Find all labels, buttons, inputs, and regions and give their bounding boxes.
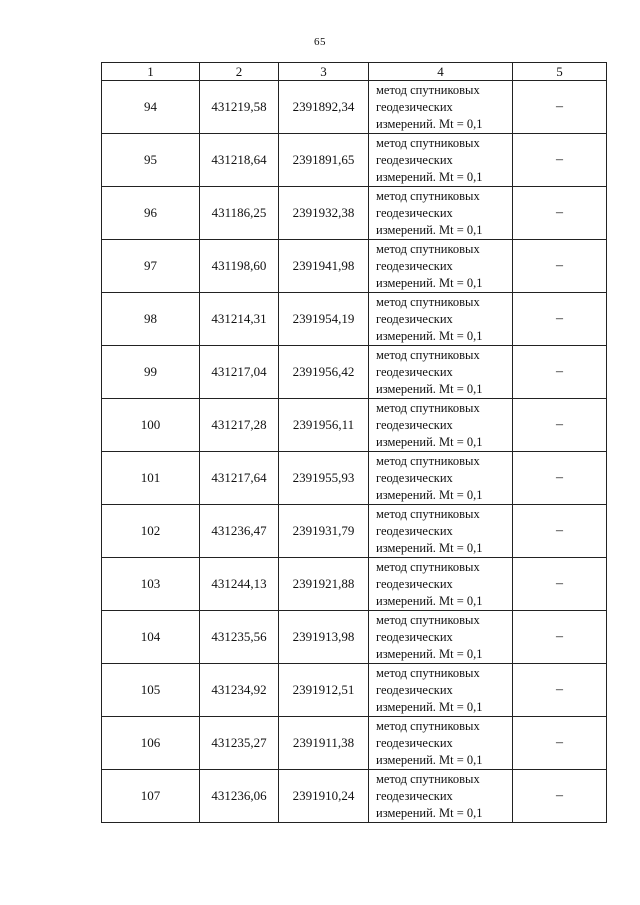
method-cell xyxy=(369,611,513,664)
method-text-line: измерений. Mt = 0,1 xyxy=(376,275,483,290)
method-text-line: измерений. Mt = 0,1 xyxy=(376,169,483,184)
point-number-cell: 104 xyxy=(102,611,200,664)
table-row xyxy=(102,664,607,717)
table-row xyxy=(102,346,607,399)
column-header-4: 4 xyxy=(369,63,513,81)
y-coordinate-cell: 2391931,79 xyxy=(279,505,369,558)
table-body xyxy=(102,81,607,823)
column-5-cell: – xyxy=(513,134,607,187)
column-5-cell: – xyxy=(513,452,607,505)
method-text-line: метод спутниковых xyxy=(376,453,480,468)
y-coordinate-cell: 2391891,65 xyxy=(279,134,369,187)
column-5-cell: – xyxy=(513,505,607,558)
method-text-line: геодезических xyxy=(376,311,453,326)
column-5-cell: – xyxy=(513,717,607,770)
method-text-line: метод спутниковых xyxy=(376,135,480,150)
method-text-line: измерений. Mt = 0,1 xyxy=(376,116,483,131)
x-coordinate-cell: 431218,64 xyxy=(200,134,279,187)
method-cell xyxy=(369,346,513,399)
method-text-line: метод спутниковых xyxy=(376,347,480,362)
column-header-3: 3 xyxy=(279,63,369,81)
method-cell xyxy=(369,293,513,346)
point-number-cell: 98 xyxy=(102,293,200,346)
table-row xyxy=(102,399,607,452)
method-text-line: метод спутниковых xyxy=(376,559,480,574)
table-row xyxy=(102,611,607,664)
column-5-cell: – xyxy=(513,240,607,293)
point-number-cell: 94 xyxy=(102,81,200,134)
point-number-cell: 107 xyxy=(102,770,200,823)
method-text-line: геодезических xyxy=(376,523,453,538)
page-number: 65 xyxy=(314,36,326,48)
method-text-line: измерений. Mt = 0,1 xyxy=(376,646,483,661)
method-text-line: метод спутниковых xyxy=(376,506,480,521)
y-coordinate-cell: 2391956,42 xyxy=(279,346,369,399)
method-cell xyxy=(369,187,513,240)
table-row xyxy=(102,293,607,346)
method-text-line: геодезических xyxy=(376,629,453,644)
y-coordinate-cell: 2391956,11 xyxy=(279,399,369,452)
y-coordinate-cell: 2391955,93 xyxy=(279,452,369,505)
point-number-cell: 97 xyxy=(102,240,200,293)
point-number-cell: 102 xyxy=(102,505,200,558)
column-5-cell: – xyxy=(513,293,607,346)
method-text-line: измерений. Mt = 0,1 xyxy=(376,540,483,555)
method-cell xyxy=(369,770,513,823)
column-5-cell: – xyxy=(513,611,607,664)
x-coordinate-cell: 431186,25 xyxy=(200,187,279,240)
point-number-cell: 106 xyxy=(102,717,200,770)
method-text-line: геодезических xyxy=(376,152,453,167)
column-5-cell: – xyxy=(513,346,607,399)
method-text-line: метод спутниковых xyxy=(376,718,480,733)
point-number-cell: 99 xyxy=(102,346,200,399)
x-coordinate-cell: 431235,56 xyxy=(200,611,279,664)
method-text-line: измерений. Mt = 0,1 xyxy=(376,381,483,396)
x-coordinate-cell: 431217,04 xyxy=(200,346,279,399)
method-text-line: измерений. Mt = 0,1 xyxy=(376,222,483,237)
method-cell xyxy=(369,399,513,452)
method-cell xyxy=(369,505,513,558)
y-coordinate-cell: 2391892,34 xyxy=(279,81,369,134)
point-number-cell: 103 xyxy=(102,558,200,611)
method-text-line: геодезических xyxy=(376,576,453,591)
method-cell xyxy=(369,81,513,134)
method-text-line: метод спутниковых xyxy=(376,771,480,786)
y-coordinate-cell: 2391910,24 xyxy=(279,770,369,823)
method-text-line: измерений. Mt = 0,1 xyxy=(376,699,483,714)
method-text-line: геодезических xyxy=(376,364,453,379)
point-number-cell: 105 xyxy=(102,664,200,717)
x-coordinate-cell: 431235,27 xyxy=(200,717,279,770)
y-coordinate-cell: 2391921,88 xyxy=(279,558,369,611)
y-coordinate-cell: 2391913,98 xyxy=(279,611,369,664)
table-row xyxy=(102,134,607,187)
method-text-line: измерений. Mt = 0,1 xyxy=(376,593,483,608)
column-5-cell: – xyxy=(513,558,607,611)
x-coordinate-cell: 431214,31 xyxy=(200,293,279,346)
method-text-line: метод спутниковых xyxy=(376,400,480,415)
x-coordinate-cell: 431236,47 xyxy=(200,505,279,558)
method-text-line: геодезических xyxy=(376,735,453,750)
method-cell xyxy=(369,452,513,505)
x-coordinate-cell: 431236,06 xyxy=(200,770,279,823)
column-5-cell: – xyxy=(513,81,607,134)
method-text-line: измерений. Mt = 0,1 xyxy=(376,805,483,820)
x-coordinate-cell: 431244,13 xyxy=(200,558,279,611)
x-coordinate-cell: 431219,58 xyxy=(200,81,279,134)
table-header-row xyxy=(102,63,607,81)
method-text-line: геодезических xyxy=(376,682,453,697)
x-coordinate-cell: 431198,60 xyxy=(200,240,279,293)
point-number-cell: 95 xyxy=(102,134,200,187)
method-text-line: метод спутниковых xyxy=(376,82,480,97)
method-cell xyxy=(369,558,513,611)
method-cell xyxy=(369,240,513,293)
column-header-1: 1 xyxy=(102,63,200,81)
coordinates-table xyxy=(101,62,607,823)
point-number-cell: 96 xyxy=(102,187,200,240)
method-text-line: метод спутниковых xyxy=(376,665,480,680)
method-text-line: измерений. Mt = 0,1 xyxy=(376,487,483,502)
y-coordinate-cell: 2391911,38 xyxy=(279,717,369,770)
table-row xyxy=(102,717,607,770)
method-text-line: измерений. Mt = 0,1 xyxy=(376,752,483,767)
method-text-line: геодезических xyxy=(376,205,453,220)
method-cell xyxy=(369,134,513,187)
method-text-line: измерений. Mt = 0,1 xyxy=(376,328,483,343)
method-cell xyxy=(369,717,513,770)
y-coordinate-cell: 2391912,51 xyxy=(279,664,369,717)
table-row xyxy=(102,81,607,134)
x-coordinate-cell: 431217,28 xyxy=(200,399,279,452)
column-5-cell: – xyxy=(513,399,607,452)
table-row xyxy=(102,770,607,823)
method-text-line: измерений. Mt = 0,1 xyxy=(376,434,483,449)
y-coordinate-cell: 2391932,38 xyxy=(279,187,369,240)
table-row xyxy=(102,452,607,505)
point-number-cell: 101 xyxy=(102,452,200,505)
x-coordinate-cell: 431234,92 xyxy=(200,664,279,717)
y-coordinate-cell: 2391954,19 xyxy=(279,293,369,346)
column-5-cell: – xyxy=(513,664,607,717)
method-text-line: метод спутниковых xyxy=(376,294,480,309)
method-cell xyxy=(369,664,513,717)
method-text-line: геодезических xyxy=(376,470,453,485)
point-number-cell: 100 xyxy=(102,399,200,452)
method-text-line: геодезических xyxy=(376,99,453,114)
x-coordinate-cell: 431217,64 xyxy=(200,452,279,505)
y-coordinate-cell: 2391941,98 xyxy=(279,240,369,293)
method-text-line: метод спутниковых xyxy=(376,188,480,203)
method-text-line: метод спутниковых xyxy=(376,241,480,256)
method-text-line: метод спутниковых xyxy=(376,612,480,627)
table-row xyxy=(102,505,607,558)
method-text-line: геодезических xyxy=(376,417,453,432)
method-text-line: геодезических xyxy=(376,258,453,273)
table-row xyxy=(102,240,607,293)
column-5-cell: – xyxy=(513,187,607,240)
table-row xyxy=(102,558,607,611)
table-row xyxy=(102,187,607,240)
column-header-2: 2 xyxy=(200,63,279,81)
column-header-5: 5 xyxy=(513,63,607,81)
column-5-cell: – xyxy=(513,770,607,823)
method-text-line: геодезических xyxy=(376,788,453,803)
